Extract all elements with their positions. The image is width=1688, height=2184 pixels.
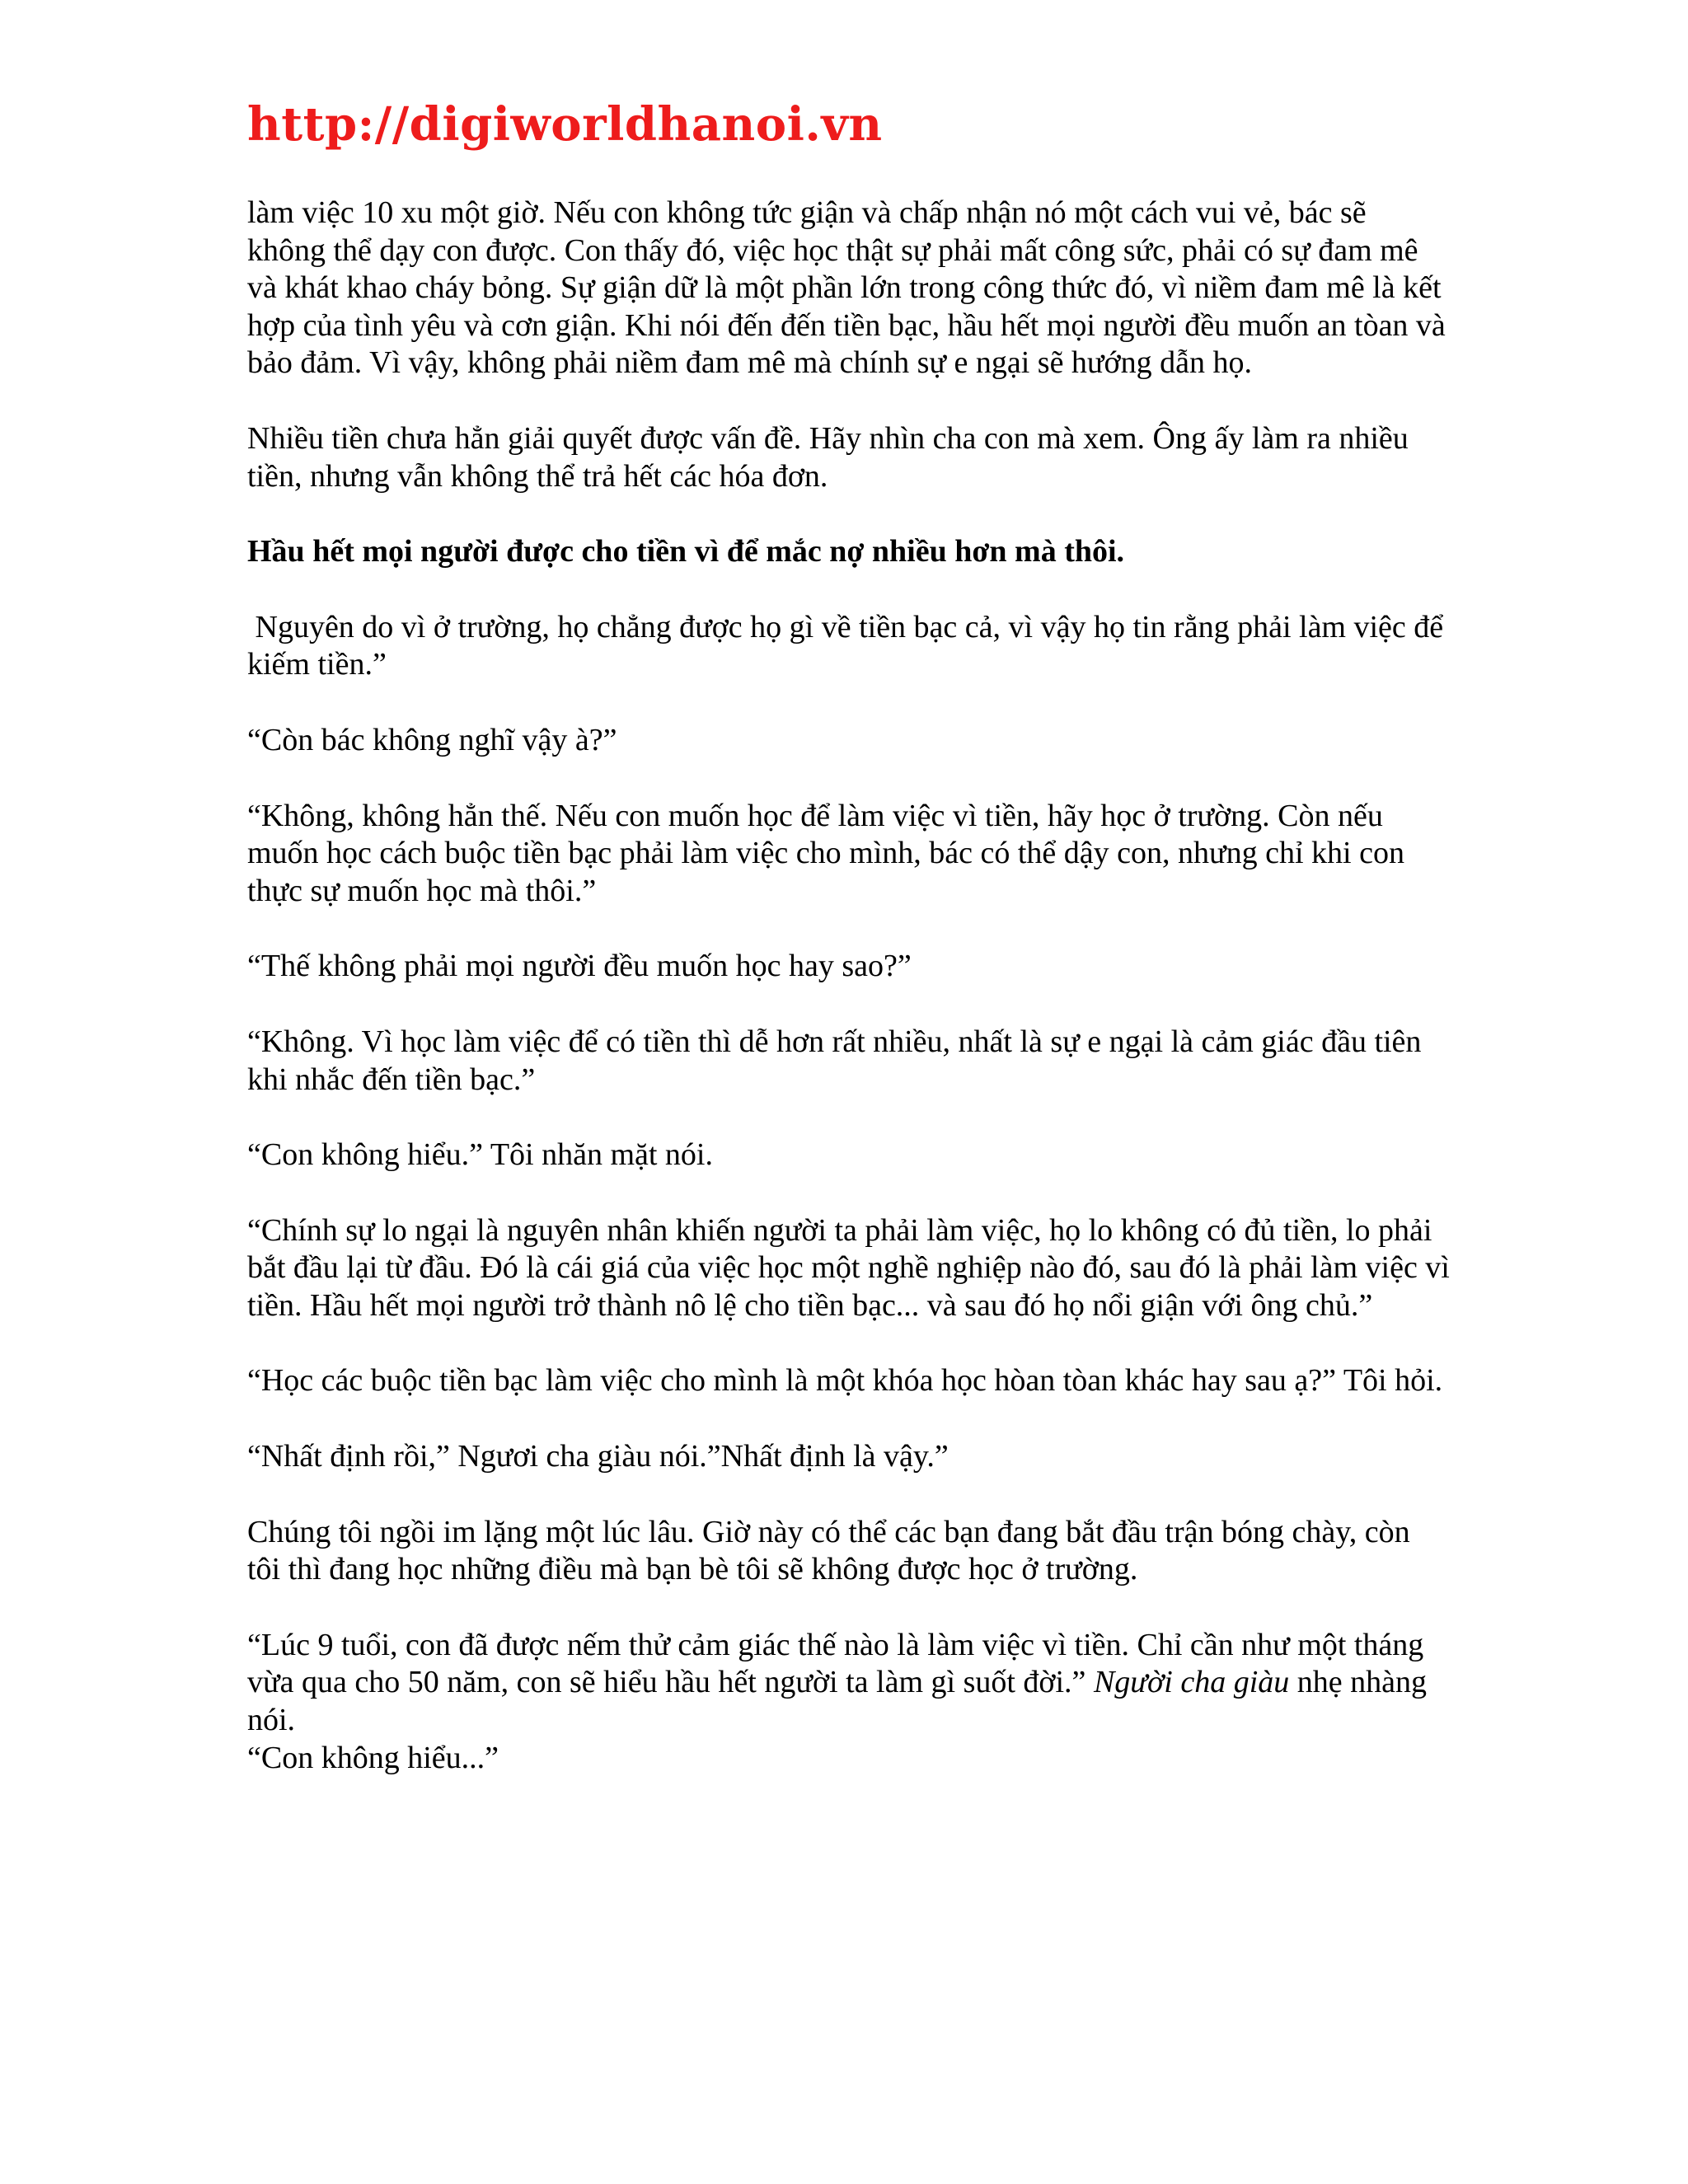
paragraph: “Không. Vì học làm việc để có tiền thì dễ hơn rất nhiều, nhất là sự e ngại là cảm giác đầu tiên khi nhắc đến tiền bạc.” [247,1024,1422,1097]
bold-paragraph: Hầu hết mọi người được cho tiền vì để mắc nợ nhiều hơn mà thôi. [247,534,1125,569]
paragraph: Nhiều tiền chưa hẳn giải quyết được vấn đề. Hãy nhìn cha con mà xem. Ông ấy làm ra nhiều tiền, nhưng vẫn không thể trả hết các hóa đơn. [247,420,1409,494]
paragraph: Nguyên do vì ở trường, họ chẳng được họ gì về tiền bạc cả, vì vậy họ tin rằng phải làm việc để kiếm tiền.” [247,609,1451,682]
italic-text: Người cha giàu [1093,1665,1290,1700]
paragraph: “Học các buộc tiền bạc làm việc cho mình là một khóa học hòan tòan khác hay sau ạ?” Tôi hỏi. [247,1363,1443,1399]
paragraph: “Chính sự lo ngại là nguyên nhân khiến người ta phải làm việc, họ lo không có đủ tiền, lo phải bắt đầu lại từ đầu. Đó là cái giá của việc học một nghề nghiệp nào đó, sau đó là phải làm việc vì tiền. Hầu hết mọi người trở thành nô lệ cho tiền bạc... và sau đó họ nổi giận với ông chủ.” [247,1212,1450,1323]
site-url-header: http://digiworldhanoi.vn [247,97,883,152]
paragraph-text: nhẹ nhàng nói. [247,1665,1435,1738]
paragraph: “Nhất định rồi,” Ngươi cha giàu nói.”Nhất định là vậy.” [247,1439,949,1474]
paragraph-text: “Lúc 9 tuổi, con đã được nếm thử cảm giác thế nào là làm việc vì tiền. Chỉ cần như một tháng vừa qua cho 50 năm, con sẽ hiểu hầu hết người ta làm gì suốt đời.” [247,1627,1432,1700]
paragraph: “Không, không hẳn thế. Nếu con muốn học để làm việc vì tiền, hãy học ở trường. Còn nếu muốn học cách buộc tiền bạc phải làm việc cho mình, bác có thể dậy con, nhưng chỉ khi con thực sự muốn học mà thôi.” [247,798,1404,908]
paragraph: “Còn bác không nghĩ vậy à?” [247,722,617,757]
paragraph: Chúng tôi ngồi im lặng một lúc lâu. Giờ này có thể các bạn đang bắt đầu trận bóng chày, còn tôi thì đang học những điều mà bạn bè tôi sẽ không được học ở trường. [247,1514,1410,1587]
paragraph [247,1627,1451,1740]
paragraph: “Con không hiểu.” Tôi nhăn mặt nói. [247,1137,713,1173]
paragraph: làm việc 10 xu một giờ. Nếu con không tức giận và chấp nhận nó một cách vui vẻ, bác sẽ không thể dạy con được. Con thấy đó, việc học thật sự phải mất công sức, phải có sự đam mê và khát khao cháy bỏng. Sự giận dữ là một phần lớn trong công thức đó, vì niềm đam mê là kết hợp của tình yêu và cơn giận. Khi nói đến đến tiền bạc, hầu hết mọi người đều muốn an tòan và bảo đảm. Vì vậy, không phải niềm đam mê mà chính sự e ngại sẽ hướng dẫn họ. [247,195,1446,381]
document-body [247,194,1451,1777]
paragraph: “Thế không phải mọi người đều muốn học hay sao?” [247,949,912,984]
paragraph: “Con không hiểu...” [247,1740,499,1775]
